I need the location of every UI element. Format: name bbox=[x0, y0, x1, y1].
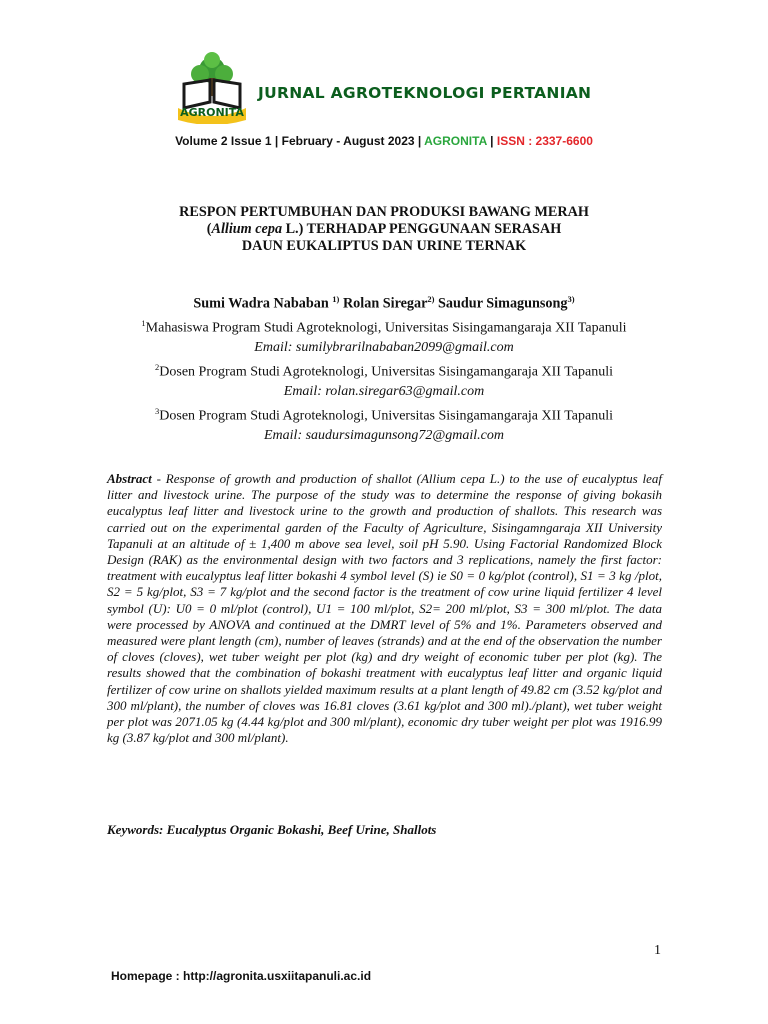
issue-info bbox=[0, 134, 768, 148]
paper-title bbox=[0, 204, 768, 255]
abstract-label: Abstract bbox=[107, 471, 152, 486]
journal-logo bbox=[172, 50, 252, 124]
volume-issue: Volume 2 Issue 1 bbox=[175, 134, 272, 148]
journal-title: JURNAL AGROTEKNOLOGI PERTANIAN bbox=[258, 84, 592, 102]
abstract-text: - Response of growth and production of shallot (Allium cepa L.) to the use of eucalyptus leaf litter and livestock urine. The purpose of the study was to determine the response of giving bokasih eucalyptus leaf litter and livestock urine to the growth and production of shallots. This research was carried out on the experimental garden of the Faculty of Agriculture, Sisingamngaraja XII University Tapanuli at an altitude of ± 1,400 m above sea level, soil pH 5.90. Using Factorial Randomized Block Design (RAK) as the environmental design with two factors and 3 replications, namely the first factor: treatment with eucalyptus leaf litter bokashi 4 symbol level (S) ie S0 = 0 kg/plot (control), S1 = 3 kg /plot, S2 = 5 kg/plot, S3 = 7 kg/plot and the second factor is the treatment of cow urine liquid fertilizer 4 level symbol (U): U0 = 0 ml/plot (control), U1 = 100 ml/plot, S2= 200 ml/plot, S3 = 300 ml/plot. The data were processed by ANOVA and continued at the DMRT level of 5% and 1%. Parameters observed and measured were plant length (cm), number of leaves (strands) and at the end of the observation the number of cloves (cloves), wet tuber weight per plot (kg) and dry weight of economic tuber per plot (kg). The results showed that the combination of bokashi treatment with eucalyptus leaf litter and organic liquid fertilizer of cow urine on shallots yielded maximum results at a plant length of 49.82 cm (3.52 kg/plot and 300 ml/plant), the number of cloves was 16.81 cloves (3.61 kg/plot and 300 ml)./plant), wet tuber weight per plot was 2071.05 kg (4.44 kg/plot and 300 ml/plant), economic dry tuber weight per plot was 1916.99 kg (3.87 kg/plot and 300 ml/plant). bbox=[107, 471, 662, 746]
homepage-link[interactable]: Homepage : http://agronita.usxiitapanuli.ac.id bbox=[111, 969, 372, 983]
logo-text: AGRONITA bbox=[180, 106, 244, 119]
title-line-2: (Allium cepa L.) TERHADAP PENGGUNAAN SERASAH bbox=[206, 221, 562, 237]
species-name: Allium cepa bbox=[211, 221, 283, 237]
author-block bbox=[0, 290, 768, 445]
keywords: Keywords: Eucalyptus Organic Bokashi, Beef Urine, Shallots bbox=[107, 822, 437, 837]
affiliation-3: $^3$Dosen Program Studi Agroteknologi, Universitas Sisingamangaraja XII Tapanuli bbox=[155, 405, 613, 424]
email-1: Email: sumilybrarilnababan2099@gmail.com bbox=[254, 340, 514, 356]
author-2: Rolan Siregar bbox=[342, 295, 428, 312]
abstract bbox=[107, 471, 662, 746]
author-1: Sumi Wadra Nababan bbox=[193, 295, 329, 312]
page-number: 1 bbox=[654, 943, 661, 958]
title-line-1: RESPON PERTUMBUHAN DAN PRODUKSI BAWANG MERAH bbox=[179, 204, 589, 220]
title-line-3: DAUN EUKALIPTUS DAN URINE TERNAK bbox=[241, 238, 527, 254]
issn: ISSN : 2337-6600 bbox=[496, 134, 593, 148]
affiliation-1: $^1$Mahasiswa Program Studi Agroteknologi, Universitas Sisingamangaraja XII Tapanuli bbox=[141, 318, 627, 336]
author-names: Sumi Wadra Nababan $^{1)}$ Rolan Siregar$^{2)}$ Saudur Simagunsong$^{3)}$ bbox=[193, 294, 575, 312]
email-2: Email: rolan.siregar63@gmail.com bbox=[283, 384, 485, 400]
publication-period: February - August 2023 bbox=[281, 134, 415, 148]
email-3: Email: saudursimagunsong72@gmail.com bbox=[264, 427, 504, 443]
separator: | bbox=[490, 134, 494, 148]
author-3: Saudur Simagunsong bbox=[438, 295, 568, 312]
affiliation-2: $^2$Dosen Program Studi Agroteknologi, Universitas Sisingamangaraja XII Tapanuli bbox=[155, 361, 613, 380]
separator: | bbox=[274, 134, 279, 148]
journal-short-name: AGRONITA bbox=[424, 134, 487, 148]
separator: | bbox=[417, 134, 422, 148]
